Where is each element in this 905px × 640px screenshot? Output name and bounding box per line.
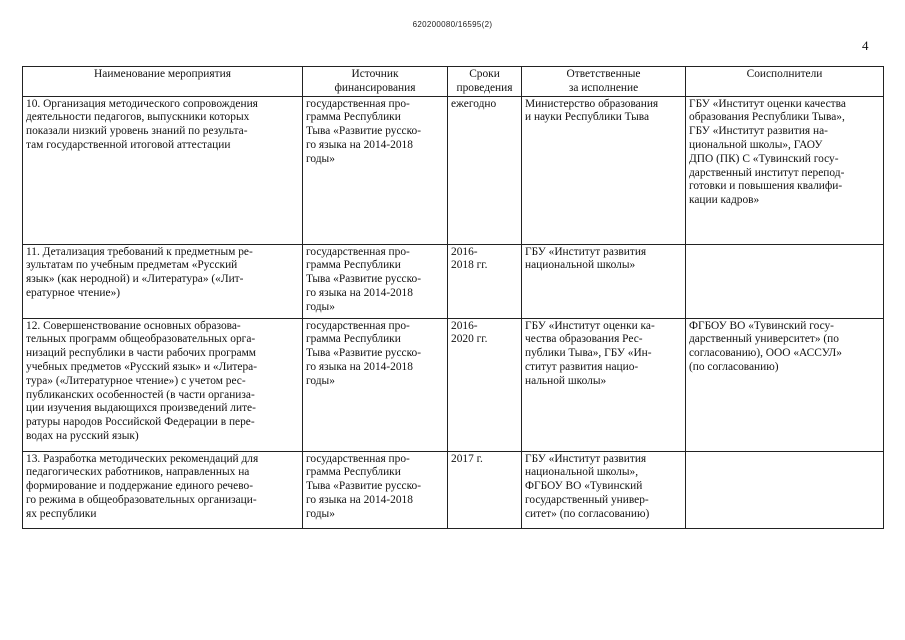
header-co-executors: Соисполнители <box>686 67 884 97</box>
deadline-cell: 2016- 2018 гг. <box>448 244 522 318</box>
funding-source-cell: государственная про- грамма Республики Тыва «Развитие русско- го языка на 2014-2018 годы» <box>303 318 448 451</box>
table-row <box>23 96 884 244</box>
table-row <box>23 244 884 318</box>
activity-name-cell: 11. Детализация требований к предметным ре- зультатам по учебным предметам «Русский язык» (как неродной) и «Литература» («Лит- ературное чтение») <box>23 244 303 318</box>
table-header <box>23 67 884 97</box>
header-funding-source: Источник финансирования <box>303 67 448 97</box>
document-code: 620200080/16595(2) <box>412 20 493 29</box>
responsible-cell: ГБУ «Институт оценки ка- чества образования Рес- публики Тыва», ГБУ «Ин- ститут развития нацио- нальной школы» <box>522 318 686 451</box>
responsible-cell: Министерство образования и науки Республики Тыва <box>522 96 686 244</box>
header-responsible: Ответственные за исполнение <box>522 67 686 97</box>
co-executors-cell: ГБУ «Институт оценки качества образования Республики Тыва», ГБУ «Институт развития на- циональной школы», ГАОУ ДПО (ПК) С «Тувинский госу- дарственный институт перепод- готовки и повышения квалифи- кации кадров» <box>686 96 884 244</box>
activity-name-cell: 12. Совершенствование основных образова- тельных программ общеобразовательных орга- низаций республики в части рабочих программ учебных предметов «Русский язык» и «Литера- тура» («Литературное чтение») с учетом рес- публиканских особенностей (в части организа- ции изучения выдающихся произведений лите- ратуры народов Российской Федерации в пере- водах на русский язык) <box>23 318 303 451</box>
header-deadlines: Сроки проведения <box>448 67 522 97</box>
activity-name-cell: 13. Разработка методических рекомендаций для педагогических работников, направленных на формирование и поддержание единого речево- го режима в общеобразовательных организаци- ях республики <box>23 451 303 528</box>
header-activity-name: Наименование мероприятия <box>23 67 303 97</box>
funding-source-cell: государственная про- грамма Республики Тыва «Развитие русско- го языка на 2014-2018 годы» <box>303 451 448 528</box>
responsible-cell: ГБУ «Институт развития национальной школы» <box>522 244 686 318</box>
deadline-cell: 2017 г. <box>448 451 522 528</box>
table-body <box>23 96 884 528</box>
co-executors-cell: ФГБОУ ВО «Тувинский госу- дарственный университет» (по согласованию), ООО «АССУЛ» (по согласованию) <box>686 318 884 451</box>
activities-table <box>22 66 884 529</box>
funding-source-cell: государственная про- грамма Республики Тыва «Развитие русско- го языка на 2014-2018 годы» <box>303 96 448 244</box>
header-row <box>23 67 884 97</box>
deadline-cell: ежегодно <box>448 96 522 244</box>
page-number: 4 <box>862 38 869 53</box>
activity-name-cell: 10. Организация методического сопровождения деятельности педагогов, выпускники которых показали низкий уровень знаний по результа- там государственной итоговой аттестации <box>23 96 303 244</box>
table-row <box>23 318 884 451</box>
responsible-cell: ГБУ «Институт развития национальной школы», ФГБОУ ВО «Тувинский государственный универ- ситет» (по согласованию) <box>522 451 686 528</box>
funding-source-cell: государственная про- грамма Республики Тыва «Развитие русско- го языка на 2014-2018 годы» <box>303 244 448 318</box>
table-row <box>23 451 884 528</box>
deadline-cell: 2016- 2020 гг. <box>448 318 522 451</box>
co-executors-cell <box>686 451 884 528</box>
co-executors-cell <box>686 244 884 318</box>
